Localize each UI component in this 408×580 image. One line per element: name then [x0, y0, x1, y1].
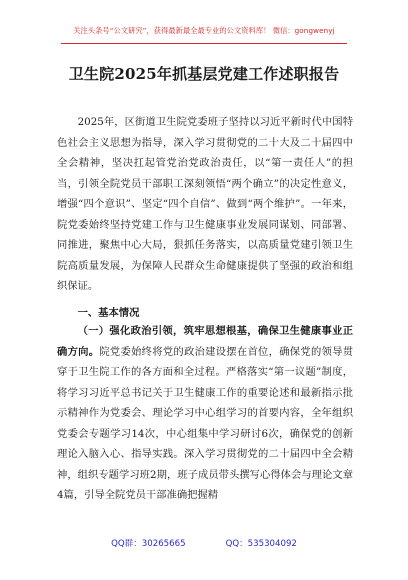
- section-heading: 一、基本情况: [77, 307, 140, 319]
- footer-qq: QQ：535304092: [225, 539, 297, 549]
- sub-paragraph-text: 院党委始终将党的政治建设摆在首位，确保党的领导贯穿于卫生院工作的各方面和全过程。严格落实“第一议题”制度，将学习习近平总书记关于卫生健康工作的重要论述和最新指示批示精神作为党委会、理论学习中心组学习的首要内容，全年组织党委会专题学习14次，中心组集中学习研讨6次，确保党的创新理论入脑入心、指导实践。深入学习贯彻党的二十届四中全会精神，组织专题学习班2期，班子成员带头撰写心得体会与理论文章4篇，引导全院党员干部准确把握精: [57, 345, 354, 501]
- section-paragraph: [57, 321, 353, 506]
- intro-paragraph: 2025年，区街道卫生院党委班子坚持以习近平新时代中国特色社会主义思想为指导，深入学习贯彻党的二十大及二十届四中全会精神，坚决扛起管党治党政治责任，以“第一责任人”的担当，引领全院党员干部职工深刻领悟“两个确立”的决定性意义，增强“四个意识”、坚定“四个自信”、做到“两个维护”。一年来，院党委始终坚持党建工作与卫生健康事业发展同谋划、同部署、同推进，聚焦中心大局，狠抓任务落实，以高质量党建引领卫生院高质量发展，为保障人民群众生命健康提供了坚强的政治和组织保证。: [57, 116, 353, 292]
- header-banner: 关注头条号“公文研究”，获得最新最全最专业的公文资料库！ 微信：gongwenyj: [73, 26, 335, 35]
- sub-heading: （一）强化政治引领，筑牢思想根基，确保卫生健康事业正确方向。: [57, 325, 353, 358]
- header-divider: [61, 43, 347, 44]
- footer-qq-group: QQ群：30265665: [111, 539, 186, 549]
- footer-contacts: [0, 537, 408, 549]
- document-title: 卫生院2025年抓基层党建工作述职报告: [68, 65, 340, 83]
